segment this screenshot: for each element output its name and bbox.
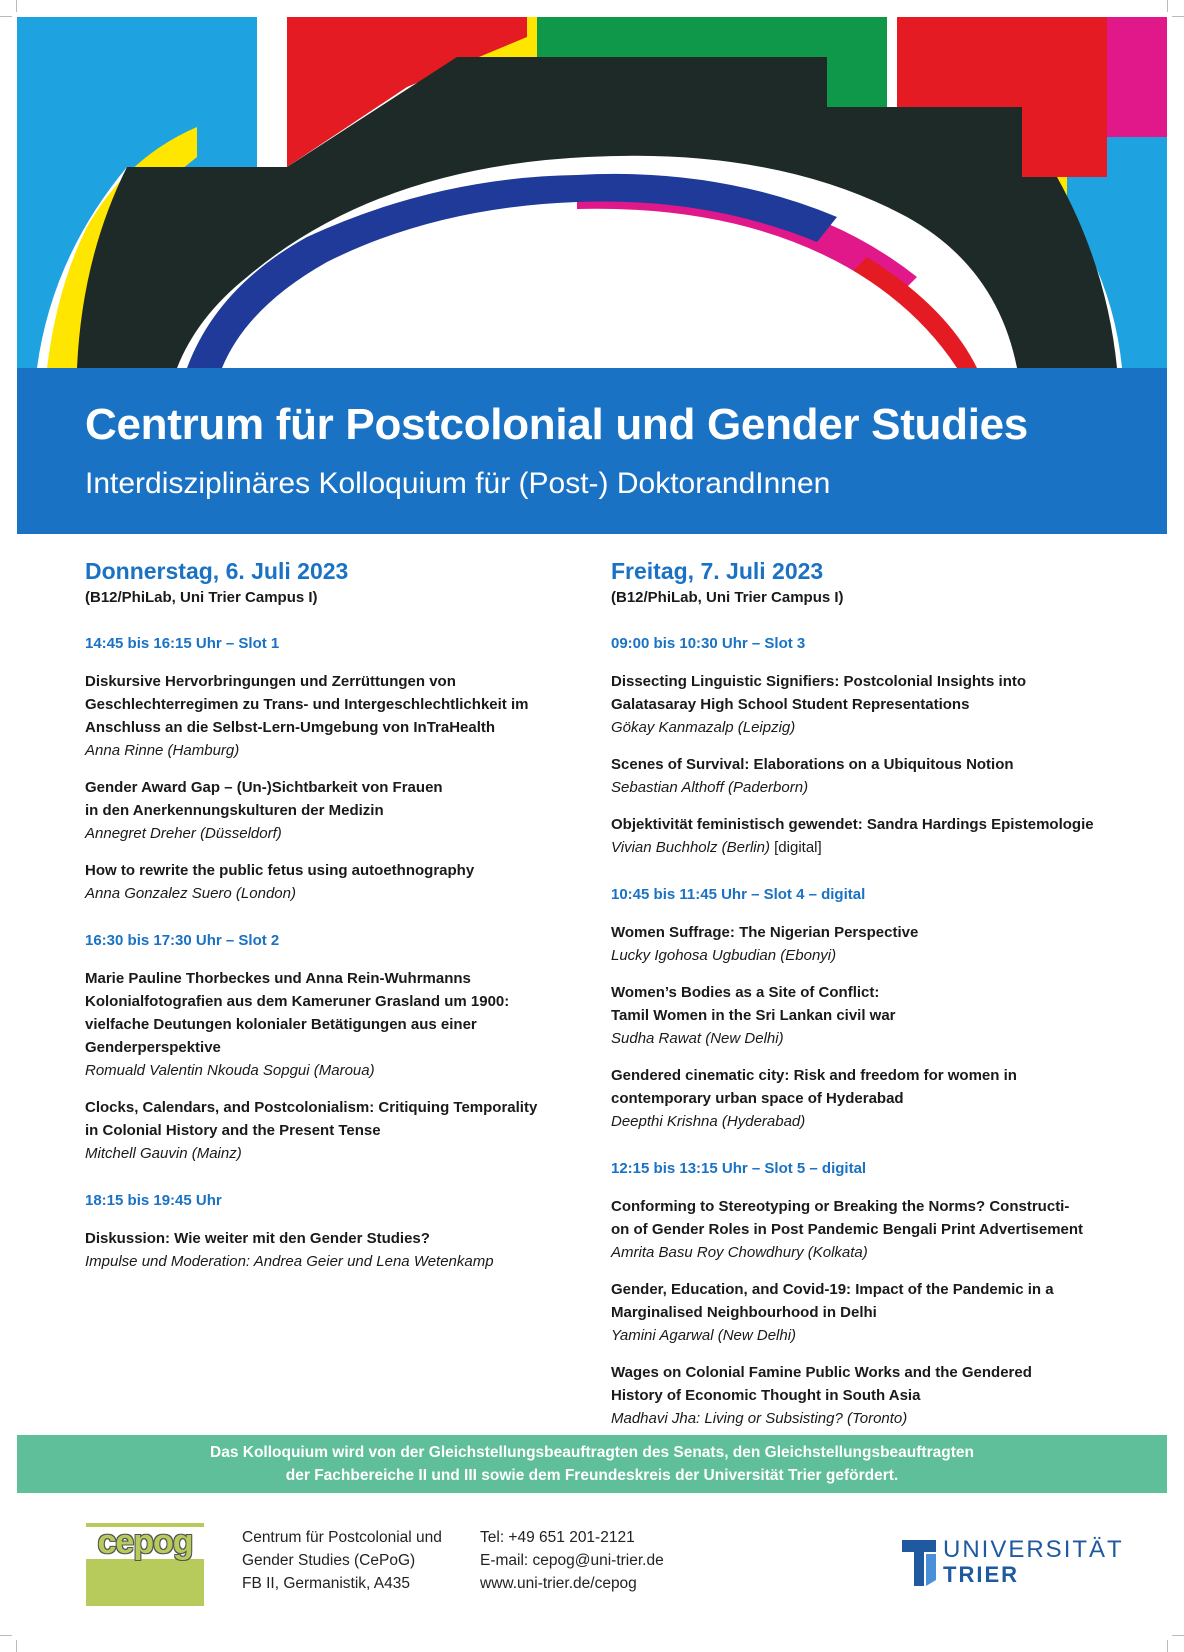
talk-title: Wages on Colonial Famine Public Works and the Gendered <box>611 1364 1032 1381</box>
talk-speaker: Annegret Dreher (Düsseldorf) <box>85 825 282 842</box>
talk-title: Conforming to Stereotyping or Breaking the Norms? Constructi- <box>611 1198 1070 1215</box>
uni-name-line1: UNIVERSITÄT <box>943 1536 1124 1563</box>
address-line: Gender Studies (CePoG) <box>242 1552 416 1569</box>
talk-speaker: Romuald Valentin Nkouda Sopgui (Maroua) <box>85 1062 375 1079</box>
talk-title: Genderperspektive <box>85 1039 221 1056</box>
talk-entry <box>611 670 1121 739</box>
speaker-name: Vivian Buchholz (Berlin) <box>611 839 770 856</box>
title-banner <box>17 368 1167 534</box>
talk-title: Women’s Bodies as a Site of Conflict: <box>611 984 880 1001</box>
talk-title: Galatasaray High School Student Representations <box>611 696 970 713</box>
talk-title: Marginalised Neighbourhood in Delhi <box>611 1304 877 1321</box>
venue-label: (B12/PhiLab, Uni Trier Campus I) <box>611 589 844 606</box>
talk-speaker: Amrita Basu Roy Chowdhury (Kolkata) <box>611 1244 868 1261</box>
funding-line: der Fachbereiche II und III sowie dem Freundeskreis der Universität Trier gefördert. <box>285 1467 899 1484</box>
schedule-day-1 <box>85 556 605 1273</box>
contact-phone: Tel: +49 651 201-2121 <box>480 1529 635 1546</box>
slot-time: 18:15 bis 19:45 Uhr <box>85 1192 222 1209</box>
talk-title: in den Anerkennungskulturen der Medizin <box>85 802 384 819</box>
uni-name-line2: TRIER <box>943 1562 1019 1587</box>
footer-contact <box>480 1526 664 1595</box>
crop-mark <box>0 1635 12 1636</box>
day-heading: Freitag, 7. Juli 2023 <box>611 558 824 584</box>
talk-title: on of Gender Roles in Post Pandemic Bengali Print Advertisement <box>611 1221 1084 1238</box>
talk-title: Dissecting Linguistic Signifiers: Postcolonial Insights into <box>611 673 1027 690</box>
talk-speaker: Sebastian Althoff (Paderborn) <box>611 779 809 796</box>
talk-speaker: Deepthi Krishna (Hyderabad) <box>611 1113 806 1130</box>
address-line: FB II, Germanistik, A435 <box>242 1575 410 1592</box>
talk-speaker: Anna Gonzalez Suero (London) <box>85 885 296 902</box>
talk-entry <box>611 1195 1121 1264</box>
talk-speaker: Gökay Kanmazalp (Leipzig) <box>611 719 796 736</box>
talk-speaker: Madhavi Jha: Living or Subsisting? (Toronto) <box>611 1410 908 1427</box>
talk-speaker: Sudha Rawat (New Delhi) <box>611 1030 784 1047</box>
talk-entry <box>611 753 1121 799</box>
talk-speaker: Yamini Agarwal (New Delhi) <box>611 1327 797 1344</box>
talk-title: Gendered cinematic city: Risk and freedom for women in <box>611 1067 1017 1084</box>
talk-entry <box>611 1361 1121 1430</box>
address-line: Centrum für Postcolonial und <box>242 1529 442 1546</box>
talk-entry <box>611 813 1121 859</box>
talk-entry <box>611 921 1121 967</box>
talk-title: Tamil Women in the Sri Lankan civil war <box>611 1007 896 1024</box>
talk-title: Gender Award Gap – (Un-)Sichtbarkeit von Frauen <box>85 779 443 796</box>
funding-notice <box>17 1435 1167 1493</box>
talk-speaker: Impulse und Moderation: Andrea Geier und Lena Wetenkamp <box>85 1253 494 1270</box>
page-title: Centrum für Postcolonial und Gender Studies <box>85 400 1028 449</box>
universitaet-trier-logo <box>900 1536 1124 1596</box>
talk-title: Clocks, Calendars, and Postcolonialism: Critiquing Temporality <box>85 1099 538 1116</box>
talk-title: Women Suffrage: The Nigerian Perspective <box>611 924 919 941</box>
slot-time: 16:30 bis 17:30 Uhr – Slot 2 <box>85 932 280 949</box>
talk-title: in Colonial History and the Present Tense <box>85 1122 381 1139</box>
contact-website[interactable]: www.uni-trier.de/cepog <box>480 1575 637 1592</box>
crop-mark <box>0 16 12 17</box>
slot-time: 09:00 bis 10:30 Uhr – Slot 3 <box>611 635 806 652</box>
talk-title: vielfache Deutungen kolonialer Betätigungen aus einer <box>85 1016 477 1033</box>
slot-time: 12:15 bis 13:15 Uhr – Slot 5 – digital <box>611 1160 867 1177</box>
talk-title: Geschlechterregimen zu Trans- und Intergeschlechtlichkeit im <box>85 696 529 713</box>
talk-entry <box>85 776 605 845</box>
talk-title: Marie Pauline Thorbeckes und Anna Rein-Wuhrmanns <box>85 970 471 987</box>
crop-mark <box>1167 0 1168 12</box>
talk-entry <box>85 1227 605 1273</box>
talk-title: Gender, Education, and Covid-19: Impact of the Pandemic in a <box>611 1281 1054 1298</box>
crop-mark <box>1167 1640 1168 1652</box>
talk-speaker: Lucky Igohosa Ugbudian (Ebonyi) <box>611 947 837 964</box>
talk-entry <box>611 981 1121 1050</box>
talk-title: Diskursive Hervorbringungen und Zerrüttungen von <box>85 673 456 690</box>
talk-title: Kolonialfotografien aus dem Kameruner Grasland um 1900: <box>85 993 510 1010</box>
talk-title: Diskussion: Wie weiter mit den Gender Studies? <box>85 1230 430 1247</box>
hero-arch-graphic <box>17 17 1167 368</box>
contact-email[interactable]: E-mail: cepog@uni-trier.de <box>480 1552 664 1569</box>
venue-label: (B12/PhiLab, Uni Trier Campus I) <box>85 589 318 606</box>
crop-mark <box>16 1640 17 1652</box>
talk-title: contemporary urban space of Hyderabad <box>611 1090 904 1107</box>
slot-time: 14:45 bis 16:15 Uhr – Slot 1 <box>85 635 280 652</box>
talk-title: Anschluss an die Selbst-Lern-Umgebung von InTraHealth <box>85 719 496 736</box>
cepog-logo <box>86 1523 204 1606</box>
talk-entry <box>85 859 605 905</box>
slot-time: 10:45 bis 11:45 Uhr – Slot 4 – digital <box>611 886 866 903</box>
footer-address <box>242 1526 442 1595</box>
page-subtitle: Interdisziplinäres Kolloquium für (Post-) DoktorandInnen <box>85 467 831 500</box>
crop-mark <box>16 0 17 12</box>
talk-speaker: Mitchell Gauvin (Mainz) <box>85 1145 242 1162</box>
cepog-logo-wordmark: cepog <box>86 1527 204 1559</box>
schedule-day-2 <box>611 556 1121 1430</box>
talk-speaker: Anna Rinne (Hamburg) <box>85 742 240 759</box>
talk-entry <box>611 1064 1121 1133</box>
talk-entry <box>85 967 605 1082</box>
talk-entry <box>85 1096 605 1165</box>
talk-title: History of Economic Thought in South Asia <box>611 1387 921 1404</box>
talk-speaker <box>611 836 1121 859</box>
talk-entry <box>611 1278 1121 1347</box>
crop-mark <box>1172 1635 1184 1636</box>
crop-mark <box>1172 16 1184 17</box>
talk-title: How to rewrite the public fetus using autoethnography <box>85 862 475 879</box>
arch-illustration <box>17 17 1167 368</box>
digital-note: [digital] <box>769 839 822 856</box>
talk-title: Scenes of Survival: Elaborations on a Ubiquitous Notion <box>611 756 1014 773</box>
trier-emblem-icon <box>902 1540 936 1586</box>
talk-entry <box>85 670 605 762</box>
funding-line: Das Kolloquium wird von der Gleichstellungsbeauftragten des Senats, den Gleichstellungsbeauftragten <box>210 1444 974 1461</box>
day-heading: Donnerstag, 6. Juli 2023 <box>85 558 349 584</box>
talk-title: Objektivität feministisch gewendet: Sandra Hardings Epistemologie <box>611 816 1094 833</box>
